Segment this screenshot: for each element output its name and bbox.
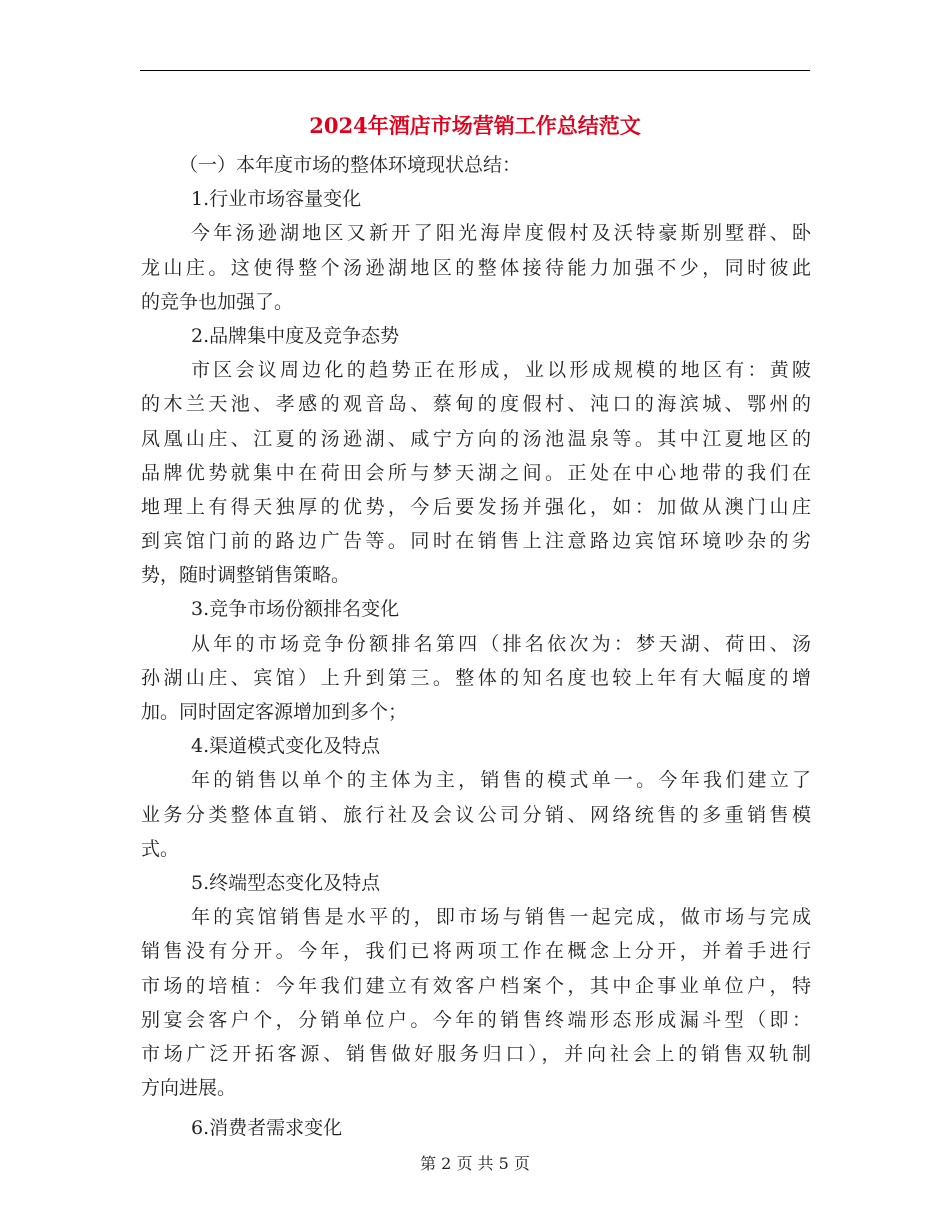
body-text-line: 式。 — [141, 837, 180, 860]
body-text-line: 2.品牌集中度及竞争态势 — [191, 324, 400, 347]
body-text-line: 年的宾馆销售是水平的，即市场与销售一起完成，做市场与完成 — [191, 906, 811, 929]
body-text-line: 市场的培植：今年我们建立有效客户档案个，其中企事业单位户，特 — [141, 974, 811, 997]
body-text-line: 势，随时调整销售策略。 — [141, 564, 351, 587]
document-title: 2024年酒店市场营销工作总结范文 — [309, 113, 641, 138]
body-text-line: 到宾馆门前的路边广告等。同时在销售上注意路边宾馆环境吵杂的劣 — [141, 530, 811, 553]
body-text-line: 凤凰山庄、江夏的汤逊湖、咸宁方向的汤池温泉等。其中江夏地区的 — [141, 427, 811, 450]
body-text-line: 销售没有分开。今年，我们已将两项工作在概念上分开，并着手进行 — [141, 940, 811, 963]
body-text-line: 业务分类整体直销、旅行社及会议公司分销、网络统售的多重销售模 — [141, 803, 811, 826]
body-text-line: 市场广泛开拓客源、销售做好服务归口），并向社会上的销售双轨制 — [141, 1042, 811, 1065]
body-text-line: 市区会议周边化的趋势正在形成，业以形成规模的地区有：黄陂 — [191, 359, 811, 382]
body-text-line: （一）本年度市场的整体环境现状总结： — [179, 154, 522, 176]
body-text-line: 的竞争也加强了。 — [141, 290, 294, 313]
body-text-line: 5.终端型态变化及特点 — [191, 871, 381, 894]
body-text-line: 孙湖山庄、宾馆）上升到第三。整体的知名度也较上年有大幅度的增 — [141, 666, 811, 689]
body-text-line: 6.消费者需求变化 — [191, 1117, 343, 1140]
body-text-line: 1.行业市场容量变化 — [191, 188, 362, 211]
body-text-line: 地理上有得天独厚的优势，今后要发扬并强化，如：加做从澳门山庄 — [141, 495, 811, 518]
body-text-line: 加。同时固定客源增加到多个； — [141, 701, 408, 723]
body-text-line: 从年的市场竞争份额排名第四（排名依次为：梦天湖、荷田、汤 — [191, 632, 811, 655]
body-text-line: 今年汤逊湖地区又新开了阳光海岸度假村及沃特豪斯别墅群、卧 — [191, 222, 811, 245]
body-text-line: 方向进展。 — [141, 1077, 237, 1100]
body-text-line: 3.竞争市场份额排名变化 — [191, 598, 400, 621]
document-body — [141, 148, 811, 1145]
body-text-line: 的木兰天池、孝感的观音岛、蔡甸的度假村、沌口的海滨城、鄂州的 — [141, 393, 811, 416]
body-text-line: 年的销售以单个的主体为主，销售的模式单一。今年我们建立了 — [191, 769, 811, 792]
body-text-line: 品牌优势就集中在荷田会所与梦天湖之间。正处在中心地带的我们在 — [141, 461, 811, 484]
page-number-footer: 第 2 页 共 5 页 — [420, 1154, 530, 1173]
body-text-line: 别宴会客户个，分销单位户。今年的销售终端形态形成漏斗型（即： — [141, 1008, 811, 1031]
body-text-line: 4.渠道模式变化及特点 — [191, 735, 381, 758]
body-text-line: 龙山庄。这使得整个汤逊湖地区的整体接待能力加强不少，同时彼此 — [141, 256, 811, 279]
header-rule — [140, 70, 810, 71]
